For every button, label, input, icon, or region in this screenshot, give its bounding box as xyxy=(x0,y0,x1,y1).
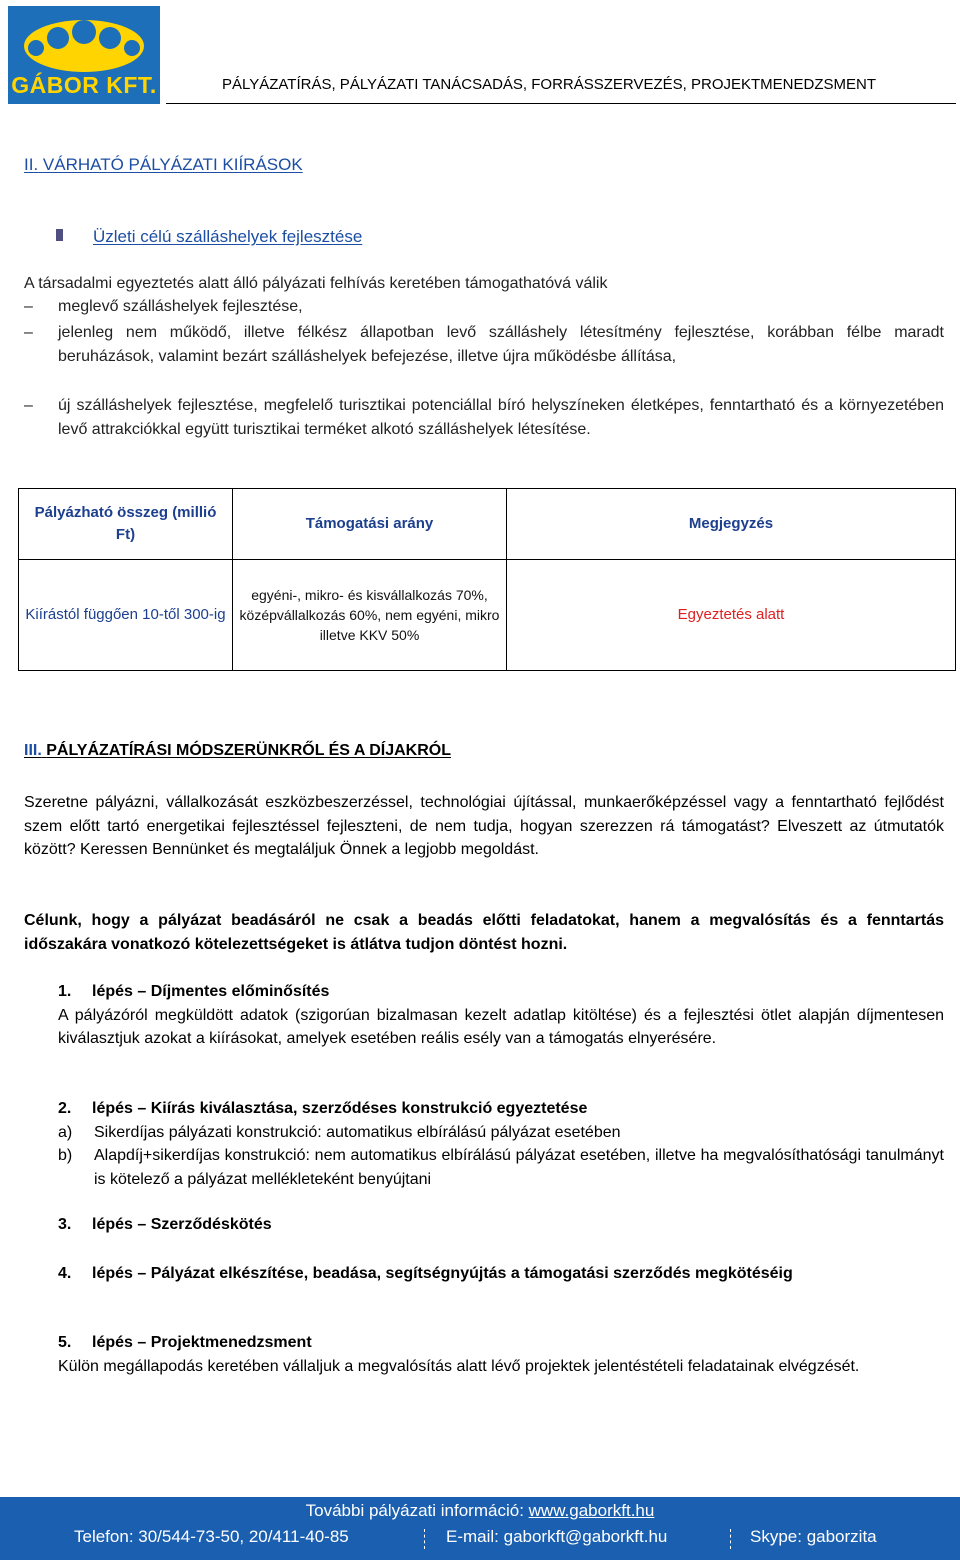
logo-text: GÁBOR KFT. xyxy=(11,72,157,98)
sub-item-text: Sikerdíjas pályázati konstrukció: automatikus elbírálású pályázat esetében xyxy=(94,1123,621,1141)
step-4 xyxy=(58,1262,944,1286)
footer-info-line xyxy=(0,1501,960,1521)
step-number: 3. xyxy=(58,1216,72,1233)
table-header-cell: Pályázható összeg (millió Ft) xyxy=(19,489,233,560)
footer-phone: Telefon: 30/544-73-50, 20/411-40-85 xyxy=(74,1527,349,1546)
list-item-text: jelenleg nem működő, illetve félkész állapotban levő szálláshely létesítmény fejlesztése, korábban félbe maradt beruházások, valamint bezárt szálláshelyek befejezése, illetve újra működésbe állítása, xyxy=(58,324,944,365)
step-sub-item xyxy=(58,1144,944,1191)
sub-item-label: b) xyxy=(58,1147,73,1164)
section-3-title: PÁLYÁZATÍRÁSI MÓDSZERÜNKRŐL ÉS A DÍJAKRÓL xyxy=(46,742,451,759)
list-item xyxy=(24,295,944,319)
section-2-intro: A társadalmi egyeztetés alatt álló pályázati felhívás keretében támogathatóvá válik xyxy=(24,275,608,292)
step-number: 2. xyxy=(58,1100,72,1117)
dash-bullet-icon: – xyxy=(24,324,33,341)
step-title: lépés – Díjmentes előminősítés xyxy=(92,983,330,1000)
dash-bullet-icon: – xyxy=(24,298,33,315)
step-body: A pályázóról megküldött adatok (szigorúan bizalmasan kezelt adatlap kitöltése) és a fejlesztési ötlet alapján díjmentesen kiválasztjuk azokat a kiírásokat, amelyek esetében reális esély van a támogatás elnyerésére. xyxy=(58,1006,944,1047)
section-3-heading xyxy=(24,742,451,760)
table-row xyxy=(19,560,956,671)
footer-email[interactable]: E-mail: gaborkft@gaborkft.hu xyxy=(446,1527,668,1546)
step-number: 1. xyxy=(58,983,72,1000)
footer-separator xyxy=(424,1529,426,1549)
section-2-subtitle: Üzleti célú szálláshelyek fejlesztése xyxy=(93,227,363,246)
step-1 xyxy=(58,980,944,1051)
step-5 xyxy=(58,1331,944,1378)
step-3 xyxy=(58,1213,944,1237)
section-3-paragraph: Szeretne pályázni, vállalkozását eszközbeszerzéssel, technológiai újítással, munkaerőképzéssel vagy a fenntartható fejlődést szem előtt tartó energetikai fejlesztéssel fejleszteni, de nem tudja, hogyan szerezzen rá támogatást? Elveszett az útmutatók között? Keressen Bennünket és megtaláljuk Önnek a legjobb megoldást. xyxy=(24,794,944,858)
sub-item-text: Alapdíj+sikerdíjas konstrukció: nem automatikus elbírálású pályázat esetében, illetve ha megvalósíthatósági tanulmányt is kötelező a pályázat mellékleteként benyújtani xyxy=(94,1147,944,1188)
footer-separator xyxy=(730,1529,732,1549)
support-rate-cell: egyéni-, mikro- és kisvállalkozás 70%, középvállalkozás 60%, nem egyéni, mikro illetve KKV 50% xyxy=(233,560,507,671)
status-cell: Egyeztetés alatt xyxy=(507,560,956,671)
step-2 xyxy=(58,1097,944,1191)
footer-skype: Skype: gaborzita xyxy=(750,1527,877,1546)
footer xyxy=(0,1497,960,1560)
dash-bullet-icon: – xyxy=(24,397,33,414)
list-item xyxy=(24,321,944,368)
step-title: lépés – Pályázat elkészítése, beadása, segítségnyújtás a támogatási szerződés megkötéséig xyxy=(92,1265,793,1282)
step-number: 4. xyxy=(58,1265,72,1282)
section-2-title: VÁRHATÓ PÁLYÁZATI KIÍRÁSOK xyxy=(42,155,303,174)
sub-item-label: a) xyxy=(58,1123,73,1141)
header-tagline: PÁLYÁZATÍRÁS, PÁLYÁZATI TANÁCSADÁS, FORRÁSSZERVEZÉS, PROJEKTMENEDZSMENT xyxy=(222,76,877,93)
company-logo xyxy=(8,6,160,104)
funding-table xyxy=(18,488,956,666)
step-title: lépés – Kiírás kiválasztása, szerződéses konstrukció egyeztetése xyxy=(92,1100,588,1117)
website-link[interactable]: www.gaborkft.hu xyxy=(528,1501,655,1520)
header-divider xyxy=(166,103,956,104)
section-3-goal-paragraph: Célunk, hogy a pályázat beadásáról ne csak a beadás előtti feladatokat, hanem a megvalósítás és a fenntartás időszakára vonatkozó kötelezettségeket is átlátva tudjon döntést hozni. xyxy=(24,912,944,953)
section-2-number: II. xyxy=(24,155,39,174)
section-3-number: III. xyxy=(24,742,42,759)
step-body: Külön megállapodás keretében vállaljuk a megvalósítás alatt lévő projektek jelentéstételi feladatainak elvégzését. xyxy=(58,1357,860,1375)
step-sub-item xyxy=(58,1121,944,1145)
table-header-row xyxy=(19,489,956,560)
table-header-cell: Megjegyzés xyxy=(507,489,956,560)
step-title: lépés – Szerződéskötés xyxy=(92,1216,272,1233)
sun-logo-icon xyxy=(20,10,148,72)
list-item-text: új szálláshelyek fejlesztése, megfelelő turisztikai potenciállal bíró helyszíneken életképes, fenntartható és a környezetében levő attrakciókkal együtt turisztikai terméket alkotó szálláshelyek létesítése. xyxy=(58,397,944,438)
footer-info-prefix: További pályázati információ: xyxy=(305,1501,529,1520)
amount-cell: Kiírástól függően 10-től 300-ig xyxy=(19,560,233,671)
step-number: 5. xyxy=(58,1334,72,1351)
step-title: lépés – Projektmenedzsment xyxy=(92,1334,312,1351)
section-2-heading xyxy=(24,155,303,175)
table-header-cell: Támogatási arány xyxy=(233,489,507,560)
square-bullet-icon xyxy=(56,229,63,241)
list-item xyxy=(24,394,944,441)
list-item-text: meglevő szálláshelyek fejlesztése, xyxy=(58,298,303,315)
